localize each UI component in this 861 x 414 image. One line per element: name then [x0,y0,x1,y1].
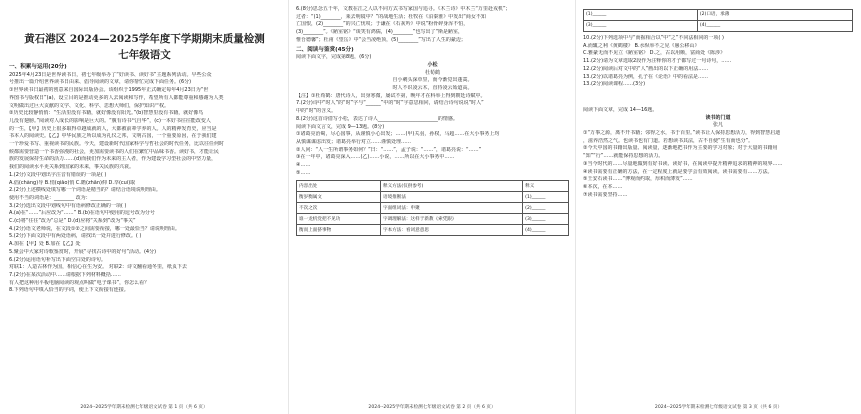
passage-line: ④…… [296,162,311,169]
text-line: 一个珍爱书写、重视读书的民族。今天，建设新时代国家科学与哲社会的时代任务，比以往任何时 [9,141,225,148]
text-line: 惟吾德馨”；杜甫《望岳》中“会当凌绝顶，(5)________”写出了人生的豪迈； [296,36,466,43]
table-cell: 衡岁衡属文 [297,192,381,203]
article-line: ③当今时代的……尽量地做到有好书读、读好书，在阅读中提升精神追求的精神的境界…… [583,160,783,167]
text-line: 的一生，【甲】历史上很多取得卓越成就的人，大都被前辈学养的人。人的精神发育史，应当是 [9,125,217,132]
page-2-intro [296,6,569,45]
question-line: 中的“时”的含义。 [296,108,337,115]
question-line: C.雅豪无而不见立《陋室铭》 D.之，古以用颇，富商处《陈涉》 [583,50,726,57]
text-line: 文明做出过巨大贡献的文学、文化、科学、思想大师们，保护知识产权。 [9,102,170,109]
exam-title: 黄石港区 2024—2025学年度下学期期末质量检测 [24,33,265,45]
page-1-body [9,72,280,295]
text-line: 有人把这种用平板电脑阅读的观点叫做“电子课书”，你怎么看？ [9,279,150,286]
text-line: C.(c)将“往往”改为“总是” D.(d)应将“关系到”改为“事关” [9,218,136,225]
table-cell: (1)______ [523,192,569,203]
article-line: ⑥本次，在本…… [583,183,623,190]
table-cell: 不次之次 [297,203,381,214]
text-line: 4.(2分)语文老师说，在文段①②之间需要衔接，哪一处最恰当？请说明理由。 [9,225,180,232]
question-line: 12.(2分)阅读后对文中的“人”画出的以下正确的用法…… [583,65,709,72]
section-instruction: 阅读下面文字，完成第8题，(6分) [296,54,372,61]
question-line: 7.(2分)诗中“时人”的“时”字与“______”中的“时”字意思相同，请结合诗句说说“时人” [296,100,484,107]
exam-page-2 [288,0,575,414]
poem-line: 自小刺头深草里，而今渐觉出蓬蒿。 [392,77,473,84]
text-line: 7.(2分)在某次活动中……请根据下列材料概括…… [9,271,121,278]
passage-line: ⑤…… [296,169,311,176]
text-line: (3)________”。《陋室铭》“谈笑有鸿儒，(4)________”也写出了“斯是陋室， [296,29,464,36]
text-line: 5.(2分)下面文段中有两处语病，请找出一处并进行修改。( ) [9,233,142,240]
table-row [297,192,569,203]
text-line: 使用不当的词语是：________ 改为：________ [9,194,111,201]
text-line: 3.(2分)选出文段中划线句中有语病修改正确的一项( ) [9,202,127,209]
exam-subtitle: 七年级语文 [118,49,171,61]
text-line: ①世界读书日最初的创意来自国际出版协会。该组织于1995年正式确定每年4月23日为“世 [9,87,209,94]
text-line: 书本人的阅读史。【乙】中华民族之所以成为礼仪之邦，文明古国，一个重要原因，在于我们建 [9,133,217,140]
table-cell: (4)______ [523,225,569,236]
text-line: 对联1：人造古林作为国，相信心在生为安。 对联2：诗文翻看通冬里，纸页下去 [9,264,187,271]
question-line: 【注】①杜荀鹤：唐代诗人，出身寒微，屡试不第，晚年才在科举上得到朝廷诗赋中。 [296,92,486,99]
text-line: 候都需要营造一个书香弥漫的社会，更加需要读书的人们在繁忙中品味书香。读好书，才能让民 [9,148,220,155]
article-line: ⑦读书需要坚持…… [583,191,628,198]
table-cell: 字本方法：看词意意思 [380,225,522,236]
table-cell: 谁一龙机党把不见功 [297,214,381,225]
vocabulary-table [296,180,569,236]
table-header-cell: 内容出处 [297,181,381,192]
table-header-cell: (1)______ [584,10,698,21]
table-header-cell: 释义 [523,181,569,192]
question-14: 13.(2分)阅读课程……(3分) [583,81,646,88]
article-line: ②今天中国的书籍出版量、阅读量，逐渐地把书作为主要的学习对象；对于大量的书籍用 [583,145,778,152]
article-line: ①“万事之源，离不开书籍；邻得之水，书于百里。”读书让人保持思想活力，得到智慧启迪 [583,130,781,137]
question-line: 11.(2分)请为文章选取2段作为注释你的才子都写过一句诗句，…… [583,58,732,65]
article-line: ④读书需要有正确的方法，在一定程度上就是要学会有效阅读。读书需要有……方法。 [583,168,773,175]
table-cell: 语境推断法 [380,192,522,203]
reading-header: 阅读下面文章，完成 14—16题。 [583,106,658,113]
answer-table [583,9,853,32]
page-3-questions [583,35,853,81]
question-line: 8.(2分)这首诗借写小松，表达了诗人________________________的情感。 [296,115,458,122]
exam-page-3 [575,0,861,414]
article-author: 张凡 [712,122,723,129]
section-heading: 二、阅读与鉴赏(45分) [296,46,354,53]
question-line: A.而辄之利《黄鹤楼》 B.水纵举不之见《愚公移山》 [583,42,700,49]
passage-line: ①诸葛亮治蜀，尽心国事，从谨慎小心出发；……(甲)关羽，孙权，马超……在大小事务上均 [296,131,500,138]
passage-header: 阅读下面文言文，完成 9—13题。(8分) [296,123,385,130]
text-line: 号推出一篇介绍世界读书日由来、倡导阅读的文章，请你帮忙完成下面任务。(6分) [9,79,192,86]
page-footer: 2024--2025学年期末检测七年级语文试卷 第 1 页（共 6 页） [80,405,208,411]
text-line: 5.聚会中大家对诗歌鉴赏时，开展“寻找古诗中的好句”活动。(4分) [9,248,157,255]
question-line: 13.(2分)以诸葛亮为例，孔子在《论语》中的看法是…… [583,73,709,80]
exam-page-1 [0,0,288,414]
table-cell: (3)______ [523,214,569,225]
text-line: 1.(2分)文段中划出字注音有错误的一项是( ) [9,171,107,178]
text-line: A.加在【甲】处 B.加在【乙】处 [9,241,81,248]
passage-line: ②人问：“人一生所谓事务如何？”曰：“……”，孟子说：“……”，诸葛亮说：“……” [296,146,482,153]
text-line: 亡国恨，(2)________”的兴亡忧叹；于谦在《石灰吟》中说“粉骨碎身浑不怕， [296,21,469,28]
page-footer: 2024--2025学年期末检测七年级语文试卷 第 3 页（共 6 页） [654,405,783,411]
page-footer: 2024--2025学年期末检测七年级语文试卷 第 2 页（共 6 页） [368,405,496,411]
poem-body [296,77,569,92]
section-heading: 一、积累与运用(20分) [9,64,67,70]
table-header-cell: (2)口语，承薄 [697,10,852,21]
article-line: “知”“行”……就能保持思想的活力。 [583,153,664,160]
table-cell: (2)______ [523,203,569,214]
passage-line: ③在一年中，诸葛亮深入……(乙)……小说，……所以在大小事务中…… [296,154,455,161]
table-cell: (3)______ [584,21,698,32]
passage-body [296,131,569,177]
question-line: 10.(2分)下列选项中与“而握相合以”中“之”不同法相同的一项( ) [583,35,724,41]
text-line: 族的发展保持生命的活力……(d)而我们作为未来的主人者，作为建设学习型社会的中坚力量， [9,156,217,163]
text-line: 过者：“(1)________，莱去明镜中？”的战地生活；杜牧在《泊秦淮》中发出“商女不知 [296,13,486,20]
article-line: ，滋养浩然之气。也读书也有门道。若想读书其法，古不自使“生有而也分”。 [583,137,754,144]
poem-title: 小松 [427,61,438,68]
text-line: A.倡(chàng)导 B.悄(qiǎo)悄 C.瞻(zhān)仰 D.萃(cuì)取 [9,179,136,186]
table-row [297,225,569,236]
table-cell: 字调理解法：这样于新教《索凭跟》 [380,214,522,225]
table-header-cell: 释义方法(仅供参考) [380,181,522,192]
text-line: 6.(2分)运用语句补写出下面空白处的诗句。 [9,256,106,263]
article-line: ⑤王安石读书……“博观而约取，厚积而薄发”…… [583,176,693,183]
article-title: 读书的门道 [705,114,731,121]
table-row [584,21,853,32]
table-row [297,203,569,214]
poem-author: 杜荀鹤 [424,69,440,76]
text-line: 2025年4月23日是世界读书日，初七年级举办了“好读书、读好书”主题系列活动。早些公众 [9,71,212,78]
table-cell: 衡而上面挤事物 [297,225,381,236]
poem-line: 时人不识凌云木，直待凌云始道高。 [392,85,473,92]
text-line: 界图书与版权日”(a)，设立目的是推动更多的人去阅读和写作，希望所有人都能尊重和感谢为人类 [9,94,224,101]
table-cell: (4)______ [697,21,852,32]
poem-questions [296,93,569,124]
text-line: ②历史比较静悄悄：“生活里没有书籍，就好像没有阳光。”(b)智慧里没有书籍，就好像鸟 [9,110,204,117]
article-body [583,130,853,199]
text-line: 儿没有翅膀。”阅读对人成长的影响是巨大的。“腹有诗书气自华”，(c)一本好书往往能改变人 [9,117,211,124]
text-line: 6.(8分)思念五千年，文教在江之人以不同方式书写家国与追寻。《木兰诗》中木兰“万里赴戎机”； [296,6,511,12]
table-cell: 字面组词法：申聚 [380,203,522,214]
text-line: 8.下列语句中填入恰当的字词，使上下文衔接有连接。 [9,287,129,294]
passage-line: 从慎谋谋虑出发；诸葛亮举行对立……谨慎处理…… [296,138,412,145]
text-line: A.(a)在“……”后应改为“……” B.(b)在语句中使用的逗号改为分号 [9,210,155,217]
table-row [297,214,569,225]
text-line: 我们的阅读水平更关系到国家的未来，事关民族的兴衰。 [9,164,135,171]
text-line: 2.(2分)上述横线处填写哪一个词语是精当的？请结合语境说明理由。 [9,187,161,194]
